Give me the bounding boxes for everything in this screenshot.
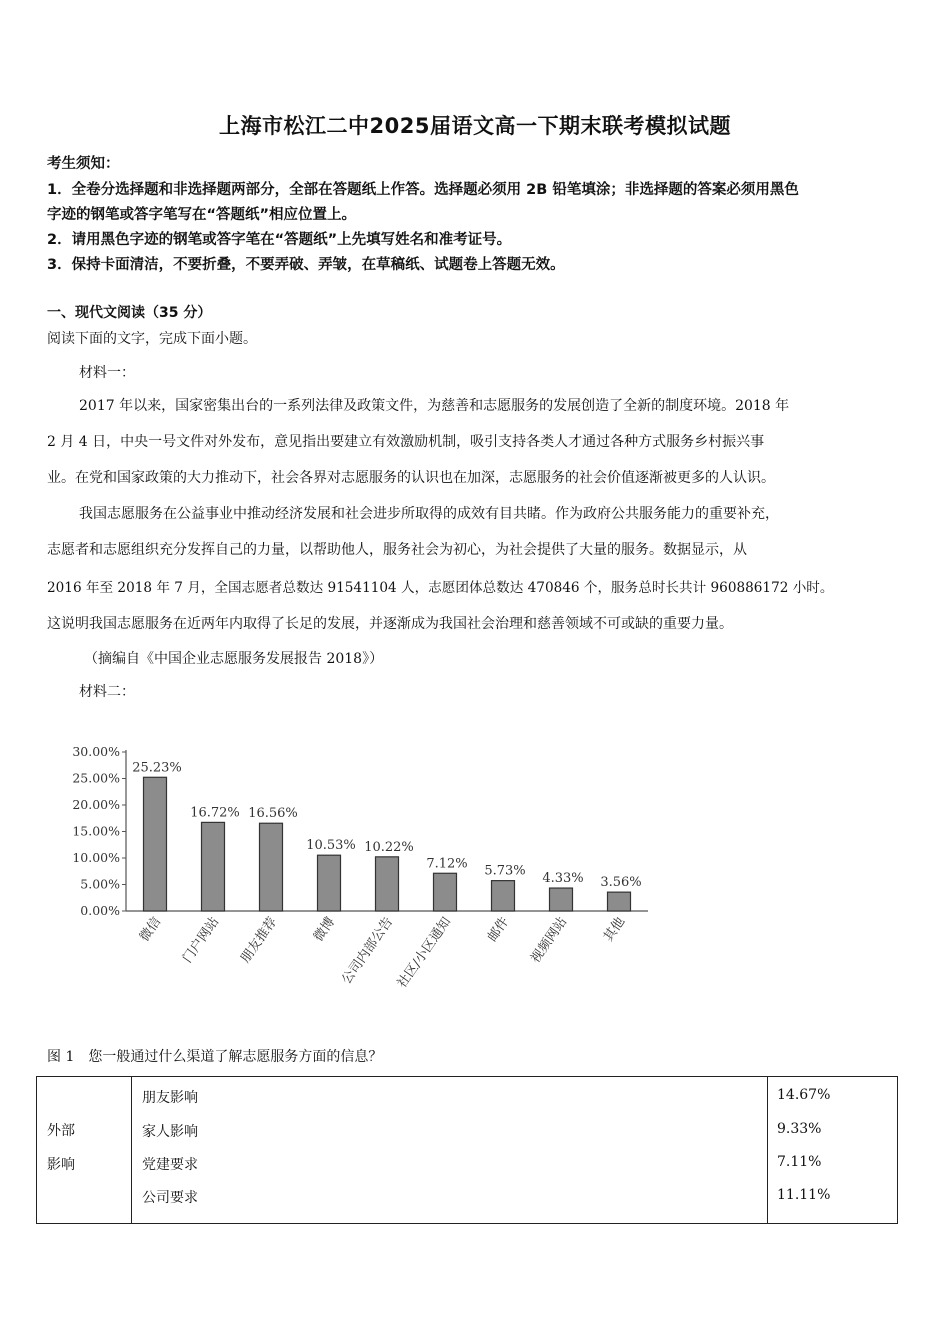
row-label: 党建要求 (142, 1157, 198, 1173)
category-label: 其他 (601, 914, 629, 945)
figure-caption: 图 1 您一般通过什么渠道了解志愿服务方面的信息？ (47, 1049, 383, 1065)
bar (260, 823, 283, 911)
row-value: 14.67% (777, 1087, 831, 1103)
material-2-label: 材料二： (79, 684, 135, 700)
bar-value-label: 25.23% (132, 760, 182, 776)
notice-item-1-cont: 字迹的钢笔或答字笔写在“答题纸”相应位置上。 (47, 207, 357, 223)
bar-value-label: 16.72% (190, 805, 240, 821)
category-label: 微博 (311, 914, 339, 945)
bar (492, 881, 515, 911)
material-1-label: 材料一： (79, 365, 135, 381)
bar-value-label: 3.56% (600, 875, 642, 891)
paragraph-2-line-3: 2016 年至 2018 年 7 月，全国志愿者总数达 91541104 人，志愿团体总数达 470846 个，服务总时长共计 960886172 小时。 (47, 580, 834, 596)
paragraph-2-line-4: 这说明我国志愿服务在近两年内取得了长足的发展，并逐渐成为我国社会治理和慈善领域不可或缺的重要力量。 (47, 616, 733, 632)
bar (550, 888, 573, 911)
notice-heading: 考生须知： (47, 156, 120, 172)
notice-item-2: 2．请用黑色字迹的钢笔或答字笔在“答题纸”上先填写姓名和准考证号。 (47, 232, 512, 248)
category-label: 公司内部公告 (339, 914, 397, 988)
category-label: 视频网站 (528, 914, 571, 966)
y-tick-label: 10.00% (72, 850, 120, 865)
y-tick-label: 15.00% (72, 823, 120, 839)
category-label: 邮件 (485, 914, 513, 945)
y-tick-label: 0.00% (80, 903, 120, 918)
row-value: 9.33% (777, 1121, 822, 1137)
table-divider (131, 1077, 132, 1223)
y-tick-label: 20.00% (72, 797, 120, 812)
influence-table (36, 1076, 898, 1224)
bar-chart (60, 735, 660, 1035)
category-label: 社区/小区通知 (394, 914, 455, 991)
group-label: 外部 (47, 1123, 75, 1139)
row-label: 公司要求 (142, 1190, 198, 1206)
bar (608, 892, 631, 911)
bar-value-label: 10.53% (306, 838, 356, 854)
notice-item-3: 3．保持卡面清洁，不要折叠，不要弄破、弄皱，在草稿纸、试题卷上答题无效。 (47, 257, 565, 273)
category-label: 微信 (137, 914, 165, 945)
source-note: （摘编自《中国企业志愿服务发展报告 2018》） (84, 651, 384, 667)
bar-value-label: 7.12% (426, 856, 468, 872)
bar-value-label: 5.73% (484, 863, 526, 879)
category-label: 门户网站 (180, 914, 223, 966)
y-tick-label: 5.00% (80, 876, 120, 892)
group-label: 影响 (47, 1157, 75, 1173)
paragraph-1-line-1: 2017 年以来，国家密集出台的一系列法律及政策文件，为慈善和志愿服务的发展创造了全新的制度环境。2018 年 (79, 398, 790, 414)
row-label: 家人影响 (142, 1124, 198, 1140)
paragraph-1-line-3: 业。在党和国家政策的大力推动下，社会各界对志愿服务的认识也在加深，志愿服务的社会价值逐渐被更多的人认识。 (47, 470, 775, 486)
row-value: 11.11% (777, 1187, 831, 1203)
category-label: 朋友推荐 (238, 914, 281, 966)
bar-value-label: 16.56% (248, 806, 298, 822)
bar (318, 855, 341, 911)
row-value: 7.11% (777, 1154, 822, 1170)
page-title: 上海市松江二中2025届语文高一下期末联考模拟试题 (219, 114, 731, 138)
reading-instruction: 阅读下面的文字，完成下面小题。 (47, 331, 257, 347)
notice-item-1: 1．全卷分选择题和非选择题两部分，全部在答题纸上作答。选择题必须用 2B 铅笔填涂；非选择题的答案必须用黑色 (47, 182, 799, 198)
table-divider (767, 1077, 768, 1223)
paragraph-2-line-2: 志愿者和志愿组织充分发挥自己的力量，以帮助他人，服务社会为初心，为社会提供了大量的服务。数据显示，从 (47, 542, 747, 558)
bar (202, 822, 225, 911)
bar (376, 857, 399, 911)
paragraph-1-line-2: 2 月 4 日，中央一号文件对外发布，意见指出要建立有效激励机制，吸引支持各类人才通过各种方式服务乡村振兴事 (47, 434, 765, 450)
bar-value-label: 4.33% (542, 871, 584, 887)
bar (144, 777, 167, 911)
row-label: 朋友影响 (142, 1090, 198, 1106)
bar-value-label: 10.22% (364, 839, 414, 855)
y-tick-label: 25.00% (72, 770, 120, 786)
y-tick-label: 30.00% (72, 744, 120, 759)
section-heading: 一、现代文阅读（35 分） (47, 305, 212, 321)
paragraph-2-line-1: 我国志愿服务在公益事业中推动经济发展和社会进步所取得的成效有目共睹。作为政府公共服务能力的重要补充， (79, 506, 779, 522)
bar (434, 873, 457, 911)
